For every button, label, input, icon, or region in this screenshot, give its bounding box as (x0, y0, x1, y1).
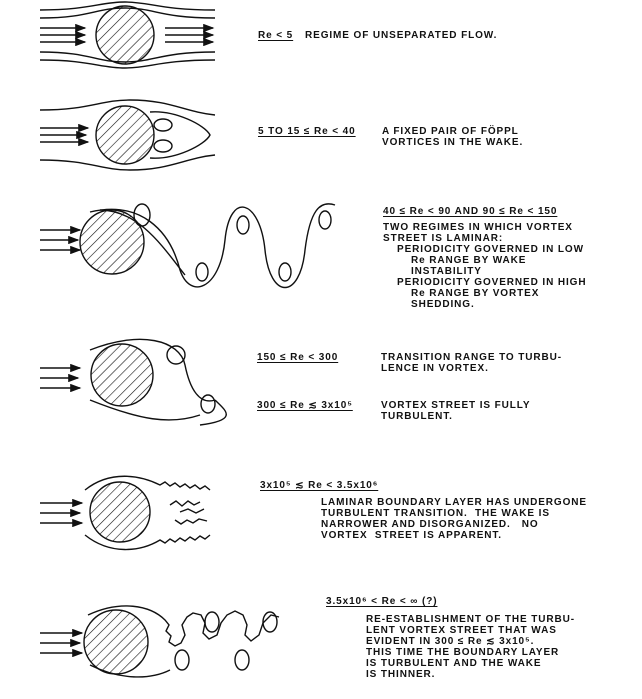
desc-line: A FIXED PAIR OF FÖPPL (382, 126, 519, 137)
desc-line: IS TURBULENT AND THE WAKE (366, 658, 542, 669)
desc-line: SHEDDING. (411, 299, 475, 310)
desc-line: TRANSITION RANGE TO TURBU- (381, 352, 562, 363)
desc-line: LAMINAR BOUNDARY LAYER HAS UNDERGONE (321, 497, 587, 508)
desc-line: TWO REGIMES IN WHICH VORTEX (383, 222, 573, 233)
desc-line: STREET IS LAMINAR: (383, 233, 504, 244)
regime-1-desc: REGIME OF UNSEPARATED FLOW. (305, 30, 498, 41)
desc-line: Re RANGE BY WAKE (411, 255, 527, 266)
sketch-foppl-vortices (40, 100, 215, 170)
regime-4-range: 150 ≤ Re < 300 (257, 352, 339, 363)
desc-line: VORTICES IN THE WAKE. (382, 137, 524, 148)
desc-line: PERIODICITY GOVERNED IN HIGH (397, 277, 587, 288)
desc-line: RE-ESTABLISHMENT OF THE TURBU- (366, 614, 576, 625)
desc-line: PERIODICITY GOVERNED IN LOW (397, 244, 584, 255)
regime-7-desc (366, 614, 575, 680)
desc-line: NARROWER AND DISORGANIZED. NO (321, 519, 539, 530)
regime-1-range: Re < 5 (258, 30, 294, 41)
regime-3-range: 40 ≤ Re < 90 AND 90 ≤ Re < 150 (383, 206, 558, 217)
desc-line: VORTEX STREET IS APPARENT. (321, 530, 502, 541)
regime-4-desc (381, 352, 562, 374)
desc-line: LENT VORTEX STREET THAT WAS (366, 625, 557, 636)
regime-5-range: 300 ≤ Re ≲ 3x10⁵ (257, 400, 353, 411)
sketch-laminar-vortex-street (40, 204, 335, 288)
desc-line: EVIDENT IN 300 ≤ Re ≲ 3x10⁵. (366, 636, 535, 647)
regime-2-range: 5 TO 15 ≤ Re < 40 (258, 126, 356, 137)
desc-line: TURBULENT TRANSITION. THE WAKE IS (321, 508, 550, 519)
desc-line: TURBULENT. (381, 411, 453, 422)
regime-3-desc (383, 222, 586, 310)
regime-6-desc (321, 497, 587, 541)
regime-2-desc (382, 126, 523, 148)
desc-line: THIS TIME THE BOUNDARY LAYER (366, 647, 560, 658)
desc-line: INSTABILITY (411, 266, 482, 277)
regime-7-range: 3.5x10⁶ < Re < ∞ (?) (326, 596, 438, 607)
regime-5-desc (381, 400, 530, 422)
sketch-unseparated-flow (40, 2, 215, 68)
regime-6-range: 3x10⁵ ≲ Re < 3.5x10⁶ (260, 480, 379, 491)
desc-line: VORTEX STREET IS FULLY (381, 400, 531, 411)
sketch-transition-vortex (40, 339, 226, 425)
sketch-disorganized-wake (40, 476, 210, 549)
sketch-reestablished-street (40, 606, 279, 677)
desc-line: LENCE IN VORTEX. (381, 363, 489, 374)
desc-line: IS THINNER. (366, 669, 436, 680)
desc-line: Re RANGE BY VORTEX (411, 288, 540, 299)
